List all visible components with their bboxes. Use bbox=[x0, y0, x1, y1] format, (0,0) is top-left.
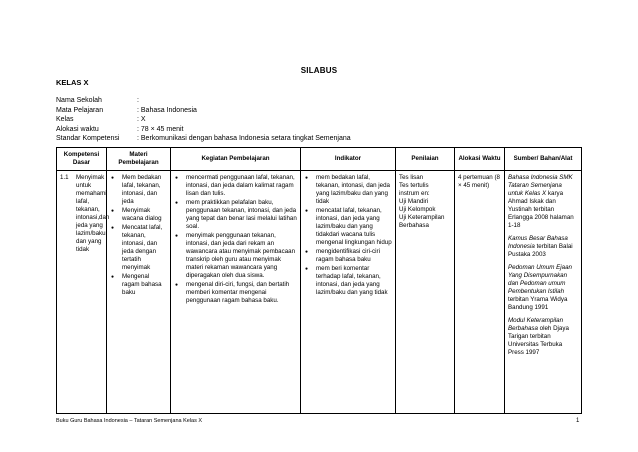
source-entry bbox=[508, 264, 578, 312]
cell-materi bbox=[107, 171, 171, 414]
meta-key: Mata Pelajaran bbox=[56, 106, 104, 114]
list-item: ● mengenal diri-ciri, fungsi, dan bertatih memberi komentar mengenai penggunaan ragam bahasa baku. bbox=[174, 281, 297, 305]
source-title: Modul Keterampilan Berbahasa bbox=[508, 317, 564, 332]
list-item: instrum en: bbox=[399, 190, 430, 197]
footer-divider bbox=[56, 413, 581, 414]
cell-alokasi bbox=[455, 171, 505, 414]
list-item: ● Mengenal ragam bahasa baku bbox=[110, 273, 167, 297]
list-item: Uji Keterampilan Berbahasa bbox=[399, 214, 445, 229]
source-entry bbox=[508, 235, 578, 259]
column-header: Penilaian bbox=[396, 148, 455, 171]
list-item: ● Mem bedakan lafal, tekanan, intonasi, dan jeda bbox=[110, 174, 167, 206]
source-entry bbox=[508, 174, 578, 230]
class-label: KELAS X bbox=[56, 78, 89, 87]
list-item: ● mem beri komentar terhadap lafal, tekanan, intonasi, dan jeda yang lazim/baku dan yang tidak bbox=[304, 265, 392, 297]
meta-row-time bbox=[56, 125, 351, 135]
meta-value: : bbox=[137, 97, 139, 104]
source-detail: terbitan Yrama Widya Bandung 1991 bbox=[508, 296, 568, 311]
cell-penilaian bbox=[396, 171, 455, 414]
column-header: Indikator bbox=[301, 148, 396, 171]
competency-number: 1.1 bbox=[60, 174, 69, 181]
list-item: ● Menyimak wacana dialog bbox=[110, 207, 167, 223]
cell-indikator bbox=[301, 171, 396, 414]
cell-kegiatan bbox=[171, 171, 301, 414]
meta-value: : Bahasa Indonesia bbox=[137, 106, 197, 114]
list-item: ● mengidentifikasi ciri-ciri ragam bahasa baku bbox=[304, 248, 392, 264]
list-item: Uji Kelompok bbox=[399, 206, 436, 213]
meta-key: Kelas bbox=[56, 116, 74, 124]
metadata-block bbox=[56, 96, 351, 144]
table-header-row bbox=[57, 148, 582, 171]
list-item: ● Mencatat lafal, tekanan, intonasi, dan jeda dengan tertatih menyimak bbox=[110, 224, 167, 272]
list-item: ● mem bedakan lafal, tekanan, intonasi, dan jeda yang lazim/baku dan yang tidak bbox=[304, 174, 392, 206]
time-allocation: 4 pertemuan (8 × 45 menit) bbox=[458, 174, 500, 189]
source-detail: oleh Djaya Tarigan terbitan Universitas Terbuka Press 1997 bbox=[508, 325, 569, 356]
source-title: Bahasa Indonesia SMK Tataran Semenjana untuk Kelas X bbox=[508, 174, 573, 197]
footer-text: Buku Guru Bahasa Indonesia – Tataran Semenjana Kelas X bbox=[56, 418, 203, 424]
column-header: Materi Pembelajaran bbox=[107, 148, 171, 171]
meta-key: Alokasi waktu bbox=[56, 125, 99, 133]
list-item: Tes lisan bbox=[399, 174, 424, 181]
column-header: Kegiatan Pembelajaran bbox=[171, 148, 301, 171]
column-header: Sumber/ Bahan/Alat bbox=[505, 148, 582, 171]
source-title: Pedoman Umum Ejaan Yang Disempurnakan dan Pedoman umum Pembentukan Istilah bbox=[508, 264, 572, 295]
page-number: 1 bbox=[576, 418, 580, 424]
source-detail: karya Ahmad Iskak dan Yustinah terbitan Erlangga 2008 halaman 1-18 bbox=[508, 190, 574, 229]
meta-key: Standar Kompetensi bbox=[56, 135, 120, 143]
table-row bbox=[57, 171, 582, 414]
meta-row-school bbox=[56, 96, 351, 106]
list-item: ● menyimak penggunaan tekanan, intonasi, dan jeda dari rekam an wawancara atau menyimak pembacaan transkrip oleh guru atau menyimak materi rekaman wawancara yang diperagakan oleh dua siswa. bbox=[174, 232, 297, 280]
list-item: ● mencatat lafal, tekanan, intonasi, dan jeda yang lazim/baku dan yang tidakdari wacana tulis mengenal lingkungan hidup bbox=[304, 207, 392, 247]
list-item: ● mencermati penggunaan lafal, tekanan, intonasi, dan jeda dalam kalimat ragam lisan dan tulis. bbox=[174, 174, 297, 198]
column-header: Kompetensi Dasar bbox=[57, 148, 107, 171]
document-title: SILABUS bbox=[300, 66, 338, 75]
meta-value: : X bbox=[137, 116, 146, 124]
source-entry bbox=[508, 317, 578, 357]
source-title: Kamus Besar Bahasa Indonesia bbox=[508, 235, 568, 250]
meta-key: Nama Sekolah bbox=[56, 97, 102, 104]
meta-value: : 78 × 45 menit bbox=[137, 125, 184, 133]
meta-row-subject bbox=[56, 106, 351, 116]
source-detail: terbitan Balai Pustaka 2003 bbox=[508, 243, 573, 258]
competency-text: Menyimak untuk memahami lafal, tekanan, intonasi,dan jeda yang lazim/baku dan yang tidak bbox=[76, 174, 110, 253]
meta-row-competency bbox=[56, 134, 351, 144]
meta-row-class bbox=[56, 115, 351, 125]
cell-sumber bbox=[505, 171, 582, 414]
meta-value: : Berkomunikasi dengan bahasa Indonesia setara tingkat Semenjana bbox=[137, 135, 351, 143]
list-item: Uji Mandiri bbox=[399, 198, 429, 205]
column-header: Alokasi Waktu bbox=[455, 148, 505, 171]
list-item: ● mem praktikkan pelafalan baku, penggunaan tekanan, intonasi, dan jeda yang tepat dan benar lasi melalui latihan soal. bbox=[174, 199, 297, 231]
syllabus-table bbox=[56, 147, 582, 414]
cell-kompetensi bbox=[57, 171, 110, 414]
list-item: Tes tertulis bbox=[399, 182, 429, 189]
